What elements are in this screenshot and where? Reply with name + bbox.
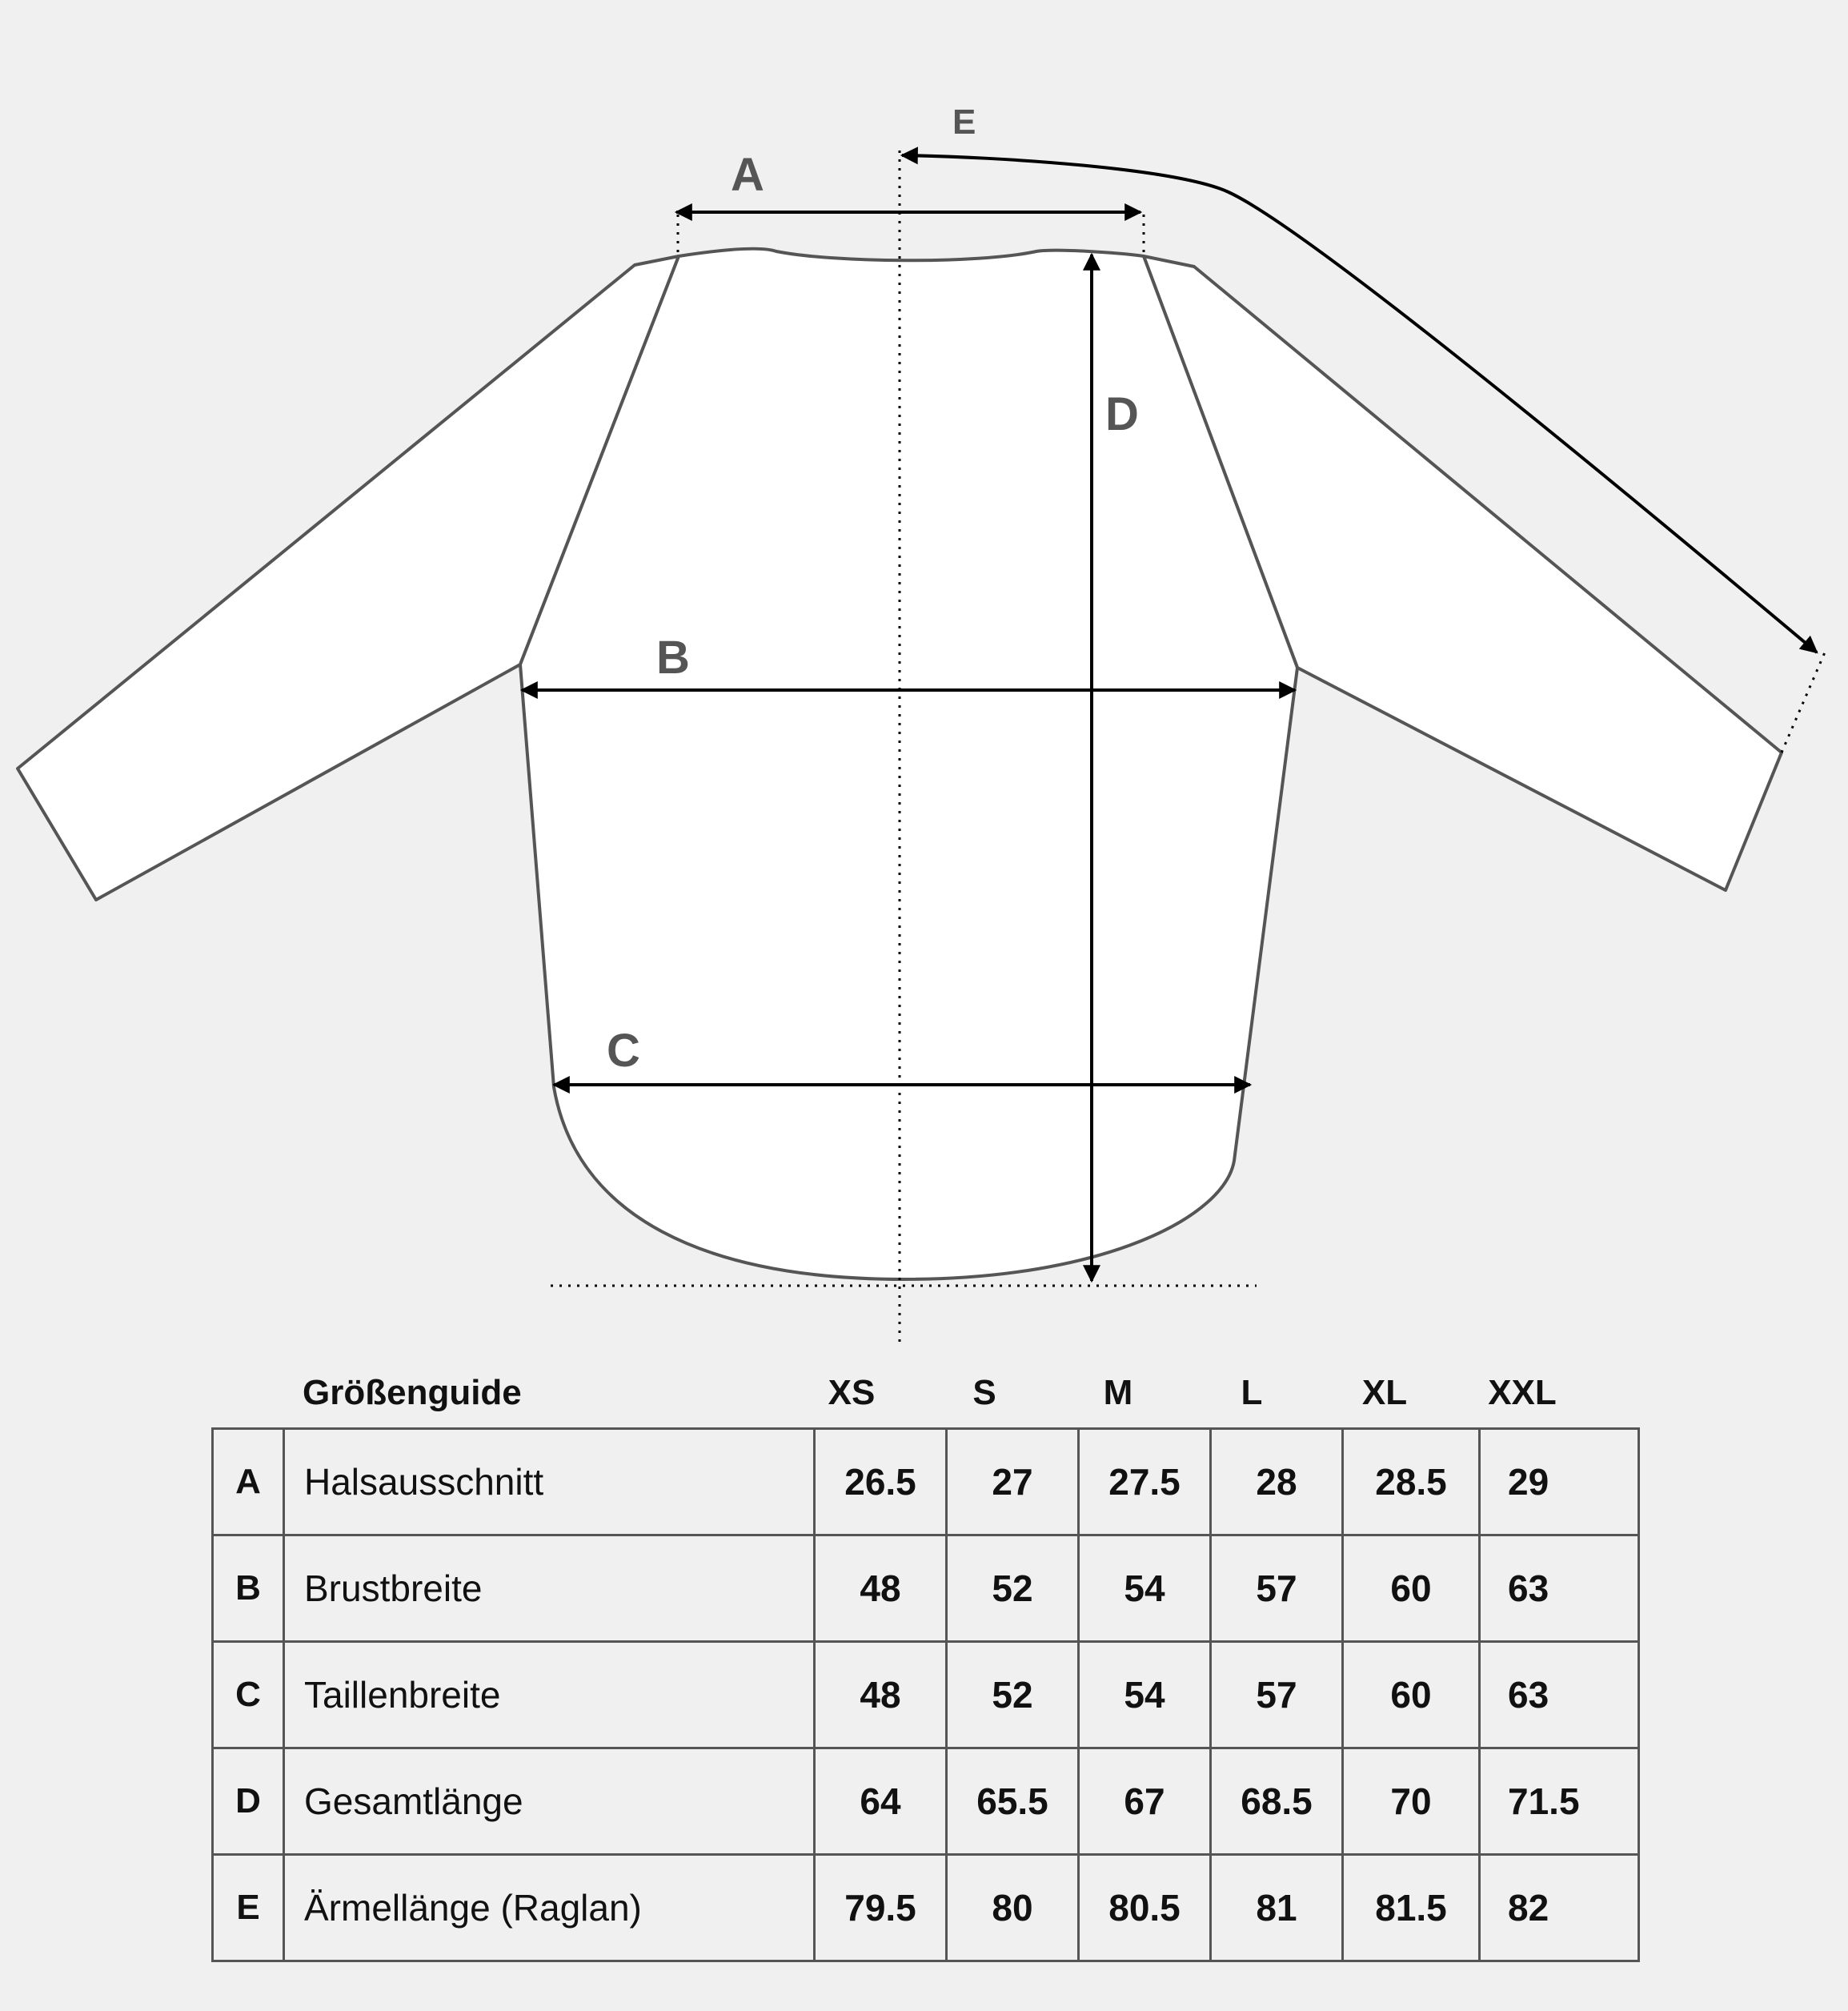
cell-value: 26.5: [815, 1429, 947, 1535]
row-name: Halsausschnitt: [284, 1429, 815, 1535]
cuff-dotted-line: [1782, 652, 1825, 753]
size-header-m: M: [1103, 1373, 1133, 1412]
cell-value: 54: [1079, 1535, 1211, 1642]
row-key: C: [213, 1642, 284, 1748]
cell-value: 52: [947, 1642, 1079, 1748]
sweater-body: [520, 249, 1297, 1279]
cell-value: 60: [1343, 1642, 1480, 1748]
size-header-xxl: XXL: [1488, 1373, 1557, 1412]
cell-value: 63: [1480, 1642, 1639, 1748]
cell-value: 64: [815, 1748, 947, 1855]
cell-value: 54: [1079, 1642, 1211, 1748]
label-b: B: [656, 632, 690, 684]
cell-value: 28.5: [1343, 1429, 1480, 1535]
size-guide-title: Größenguide: [303, 1373, 522, 1412]
cell-value: 81.5: [1343, 1855, 1480, 1961]
cell-value: 27: [947, 1429, 1079, 1535]
cell-value: 63: [1480, 1535, 1639, 1642]
cell-value: 48: [815, 1535, 947, 1642]
size-header-xl: XL: [1361, 1373, 1408, 1412]
cell-value: 82: [1480, 1855, 1639, 1961]
table-row: [213, 1642, 1639, 1748]
row-name: Taillenbreite: [284, 1642, 815, 1748]
label-c: C: [607, 1025, 640, 1077]
cell-value: 28: [1211, 1429, 1343, 1535]
size-header-s: S: [972, 1373, 996, 1412]
cell-value: 79.5: [815, 1855, 947, 1961]
cell-value: 71.5: [1480, 1748, 1639, 1855]
cell-value: 81: [1211, 1855, 1343, 1961]
label-e: E: [952, 102, 976, 142]
label-a: A: [731, 149, 764, 201]
size-header-xs: XS: [828, 1373, 876, 1412]
table-row: [213, 1535, 1639, 1642]
cell-value: 68.5: [1211, 1748, 1343, 1855]
cell-value: 57: [1211, 1535, 1343, 1642]
cell-value: 57: [1211, 1642, 1343, 1748]
size-table: [211, 1427, 1640, 1962]
size-header-l: L: [1241, 1373, 1263, 1412]
cell-value: 29: [1480, 1429, 1639, 1535]
cell-value: 52: [947, 1535, 1079, 1642]
cell-value: 27.5: [1079, 1429, 1211, 1535]
cell-value: 67: [1079, 1748, 1211, 1855]
size-guide-header: [0, 1361, 1848, 1425]
table-row: [213, 1855, 1639, 1961]
cell-value: 48: [815, 1642, 947, 1748]
table-row: [213, 1748, 1639, 1855]
table-row: [213, 1429, 1639, 1535]
cell-value: 65.5: [947, 1748, 1079, 1855]
row-key: E: [213, 1855, 284, 1961]
row-name: Ärmellänge (Raglan): [284, 1855, 815, 1961]
row-key: B: [213, 1535, 284, 1642]
label-d: D: [1105, 388, 1139, 440]
cell-value: 80.5: [1079, 1855, 1211, 1961]
row-key: D: [213, 1748, 284, 1855]
row-name: Brustbreite: [284, 1535, 815, 1642]
row-name: Gesamtlänge: [284, 1748, 815, 1855]
row-key: A: [213, 1429, 284, 1535]
cell-value: 60: [1343, 1535, 1480, 1642]
cell-value: 70: [1343, 1748, 1480, 1855]
cell-value: 80: [947, 1855, 1079, 1961]
